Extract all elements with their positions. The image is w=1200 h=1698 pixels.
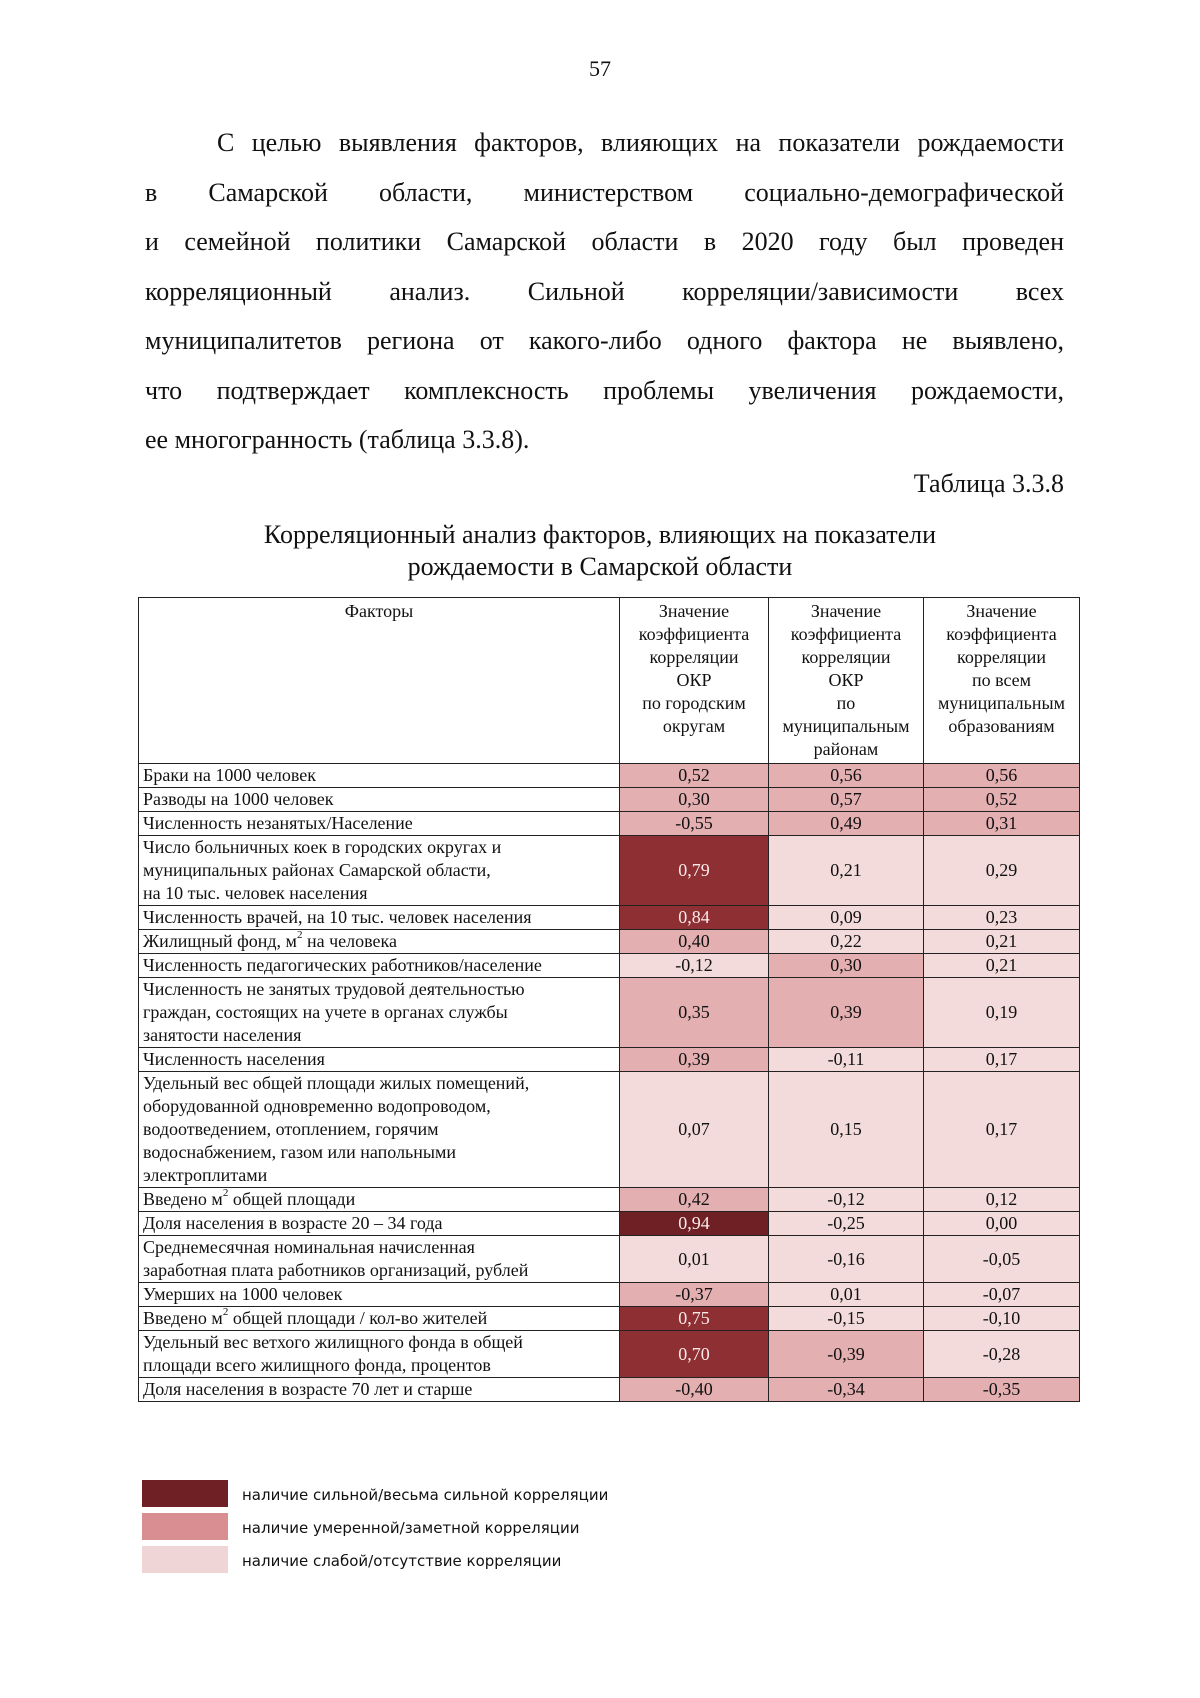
value-cell: 0,22 (769, 930, 924, 954)
value-cell: 0,84 (620, 906, 769, 930)
value-cell: 0,01 (769, 1283, 924, 1307)
value-cell: 0,21 (769, 836, 924, 906)
value-cell: -0,16 (769, 1236, 924, 1283)
factor-cell: Численность не занятых трудовой деятельностью граждан, состоящих на учете в органах службы занятости населения (139, 978, 620, 1048)
factor-cell: Доля населения в возрасте 20 – 34 года (139, 1212, 620, 1236)
table-row (139, 906, 1080, 930)
value-cell: 0,56 (924, 764, 1080, 788)
paragraph-line: и семейной политики Самарской области в 2020 году был проведен (145, 227, 1064, 256)
value-cell: 0,29 (924, 836, 1080, 906)
value-cell: 0,57 (769, 788, 924, 812)
value-cell: -0,07 (924, 1283, 1080, 1307)
factor-cell: Введено $м^2$ общей площади / кол-во жителей (139, 1307, 620, 1331)
value-cell: 0,30 (620, 788, 769, 812)
paragraph-line: что подтверждает комплексность проблемы увеличения рождаемости, (145, 375, 1064, 405)
value-cell: -0,15 (769, 1307, 924, 1331)
factor-cell: Численность врачей, на 10 тыс. человек населения (139, 906, 620, 930)
factor-cell: Введено $м^2$ общей площади (139, 1188, 620, 1212)
value-cell: -0,11 (769, 1048, 924, 1072)
factor-cell: Среднемесячная номинальная начисленная заработная плата работников организаций, рублей (139, 1236, 620, 1283)
value-cell: 0,35 (620, 978, 769, 1048)
value-cell: -0,40 (620, 1378, 769, 1402)
value-cell: 0,21 (924, 954, 1080, 978)
paragraph-line: ее многогранность (таблица 3.3.8). (145, 425, 530, 454)
table-row (139, 836, 1080, 906)
table-header-row (139, 598, 1080, 764)
value-cell: -0,12 (769, 1188, 924, 1212)
legend-label: наличие сильной/весьма сильной корреляции (242, 1486, 609, 1504)
factor-cell: Численность незанятых/Население (139, 812, 620, 836)
value-cell: -0,55 (620, 812, 769, 836)
value-cell: 0,39 (769, 978, 924, 1048)
value-cell: 0,70 (620, 1331, 769, 1378)
value-cell: 0,42 (620, 1188, 769, 1212)
table-row (139, 1378, 1080, 1402)
value-cell: 0,79 (620, 836, 769, 906)
factor-cell: Доля населения в возрасте 70 лет и старше (139, 1378, 620, 1402)
value-cell: 0,19 (924, 978, 1080, 1048)
value-cell: 0,56 (769, 764, 924, 788)
table-row (139, 764, 1080, 788)
value-cell: -0,05 (924, 1236, 1080, 1283)
value-cell: 0,52 (620, 764, 769, 788)
paragraph-line: корреляционный анализ. Сильной корреляции/зависимости всех (145, 276, 1064, 306)
header-col-urban-districts: Значение коэффициента корреляции ОКР по городским округам (620, 598, 769, 764)
table-row (139, 1212, 1080, 1236)
legend-label: наличие слабой/отсутствие корреляции (242, 1552, 562, 1570)
table-row (139, 954, 1080, 978)
value-cell: -0,10 (924, 1307, 1080, 1331)
value-cell: 0,31 (924, 812, 1080, 836)
table-title (140, 519, 1060, 583)
table-row (139, 788, 1080, 812)
value-cell: -0,35 (924, 1378, 1080, 1402)
value-cell: 0,17 (924, 1072, 1080, 1188)
table-title-line: рождаемости в Самарской области (407, 552, 793, 581)
factor-cell: Число больничных коек в городских округах и муниципальных районах Самарской области, на 10 тыс. человек населения (139, 836, 620, 906)
factor-cell: Численность населения (139, 1048, 620, 1072)
value-cell: -0,37 (620, 1283, 769, 1307)
table-body (139, 764, 1080, 1402)
factor-cell: Браки на 1000 человек (139, 764, 620, 788)
value-cell: 0,00 (924, 1212, 1080, 1236)
table-label: Таблица 3.3.8 (913, 469, 1064, 498)
value-cell: -0,39 (769, 1331, 924, 1378)
value-cell: -0,25 (769, 1212, 924, 1236)
value-cell: 0,40 (620, 930, 769, 954)
factor-cell: Удельный вес общей площади жилых помещений, оборудованной одновременно водопроводом, водоотведением, отоплением, горячим водоснабжением, газом или напольными электроплитами (139, 1072, 620, 1188)
value-cell: 0,01 (620, 1236, 769, 1283)
legend-swatch-weak (142, 1546, 228, 1573)
table-row (139, 1072, 1080, 1188)
intro-paragraph (145, 118, 1064, 465)
correlation-table (138, 597, 1080, 1402)
table-row (139, 978, 1080, 1048)
factor-cell: Разводы на 1000 человек (139, 788, 620, 812)
table-row (139, 812, 1080, 836)
legend-label: наличие умеренной/заметной корреляции (242, 1519, 580, 1537)
value-cell: 0,52 (924, 788, 1080, 812)
factor-cell: Жилищный фонд, $м^2$ на человека (139, 930, 620, 954)
value-cell: 0,15 (769, 1072, 924, 1188)
legend-swatch-strong (142, 1480, 228, 1507)
value-cell: -0,12 (620, 954, 769, 978)
value-cell: 0,49 (769, 812, 924, 836)
value-cell: 0,94 (620, 1212, 769, 1236)
value-cell: -0,28 (924, 1331, 1080, 1378)
value-cell: 0,21 (924, 930, 1080, 954)
value-cell: 0,30 (769, 954, 924, 978)
paragraph-line: С целью выявления факторов, влияющих на показатели рождаемости (217, 128, 1064, 157)
table-row (139, 1048, 1080, 1072)
header-col-all-municipalities: Значение коэффициента корреляции по всем муниципальным образованиям (924, 598, 1080, 764)
value-cell: 0,17 (924, 1048, 1080, 1072)
value-cell: 0,07 (620, 1072, 769, 1188)
value-cell: -0,34 (769, 1378, 924, 1402)
value-cell: 0,09 (769, 906, 924, 930)
legend-swatch-moderate (142, 1513, 228, 1540)
paragraph-line: муниципалитетов региона от какого-либо одного фактора не выявлено, (145, 326, 1064, 355)
page-number: 57 (589, 56, 611, 81)
table-row (139, 1331, 1080, 1378)
value-cell: 0,39 (620, 1048, 769, 1072)
value-cell: 0,23 (924, 906, 1080, 930)
table-row (139, 1307, 1080, 1331)
table-row (139, 1283, 1080, 1307)
factor-cell: Численность педагогических работников/население (139, 954, 620, 978)
factor-cell: Удельный вес ветхого жилищного фонда в общей площади всего жилищного фонда, процентов (139, 1331, 620, 1378)
header-col-municipal-districts: Значение коэффициента корреляции ОКР по муниципальным районам (769, 598, 924, 764)
header-factors: Факторы (139, 598, 620, 764)
value-cell: 0,12 (924, 1188, 1080, 1212)
table-row (139, 1236, 1080, 1283)
paragraph-line: в Самарской области, министерством социально-демографической (145, 177, 1064, 207)
table-row (139, 1188, 1080, 1212)
value-cell: 0,75 (620, 1307, 769, 1331)
table-title-line: Корреляционный анализ факторов, влияющих на показатели (263, 520, 937, 549)
table-row (139, 930, 1080, 954)
factor-cell: Умерших на 1000 человек (139, 1283, 620, 1307)
